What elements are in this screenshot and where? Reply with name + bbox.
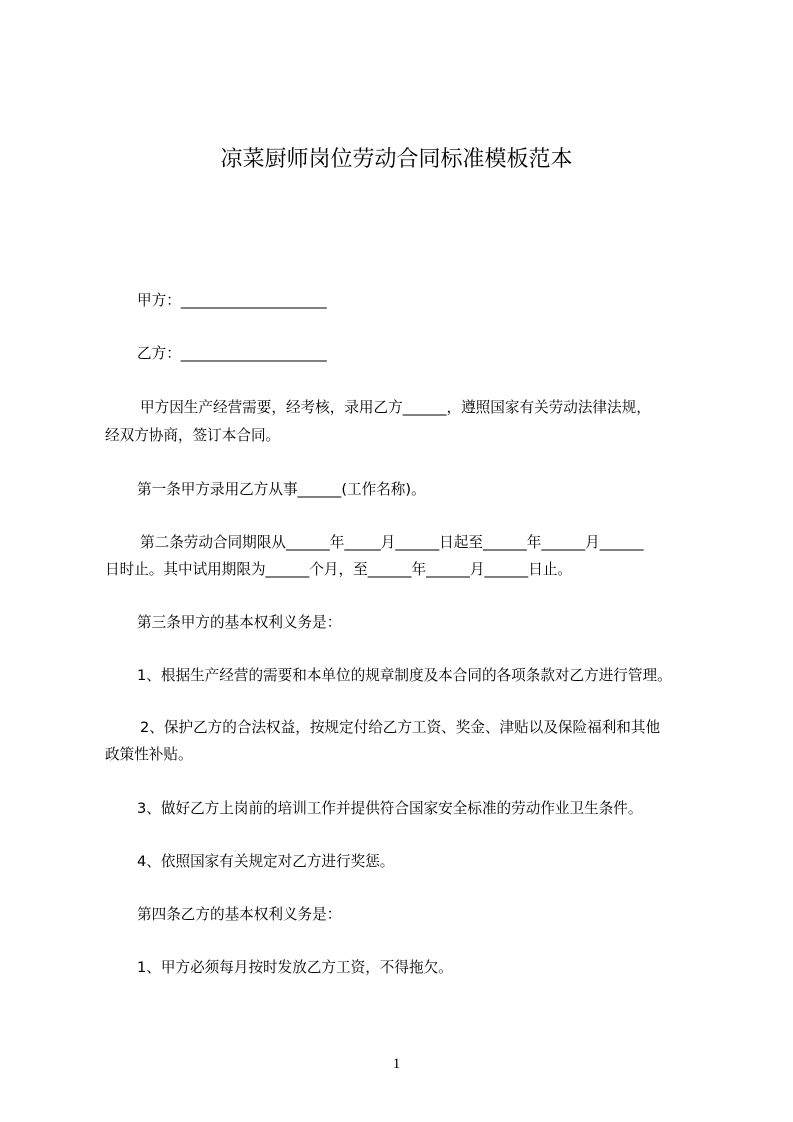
- article-4-item-1: 1、甲方必须每月按时发放乙方工资，不得拖欠。: [137, 959, 453, 976]
- article-1: 第一条甲方录用乙方从事______(工作名称)。: [137, 481, 426, 498]
- intro-line-1: 甲方因生产经营需要，经考核，录用乙方______，遵照国家有关劳动法律法规，: [140, 399, 651, 416]
- article-2-line-2: 日时止。其中试用期限为______个月，至______年______月______日止。: [105, 561, 573, 578]
- page-number: 1: [392, 1056, 401, 1072]
- document-title: 凉菜厨师岗位劳动合同标准模板范本: [220, 147, 573, 172]
- party-a-line: 甲方：____________________: [137, 292, 327, 309]
- article-3-heading: 第三条甲方的基本权利义务是：: [137, 614, 342, 631]
- intro-line-2: 经双方协商，签订本合同。: [105, 427, 281, 444]
- article-4-heading: 第四条乙方的基本权利义务是：: [137, 906, 342, 923]
- article-2-line-1: 第二条劳动合同期限从______年_____月______日起至______年______月______: [140, 534, 644, 551]
- article-3-item-2-line-1: 2、保护乙方的合法权益，按规定付给乙方工资、奖金、津贴以及保险福利和其他: [140, 719, 661, 736]
- article-3-item-2-line-2: 政策性补贴。: [105, 746, 193, 763]
- article-3-item-1: 1、根据生产经营的需要和本单位的规章制度及本合同的各项条款对乙方进行管理。: [137, 667, 672, 684]
- article-3-item-3: 3、做好乙方上岗前的培训工作并提供符合国家安全标准的劳动作业卫生条件。: [137, 800, 643, 817]
- party-b-line: 乙方：____________________: [137, 345, 327, 362]
- article-3-item-4: 4、依照国家有关规定对乙方进行奖惩。: [137, 853, 395, 870]
